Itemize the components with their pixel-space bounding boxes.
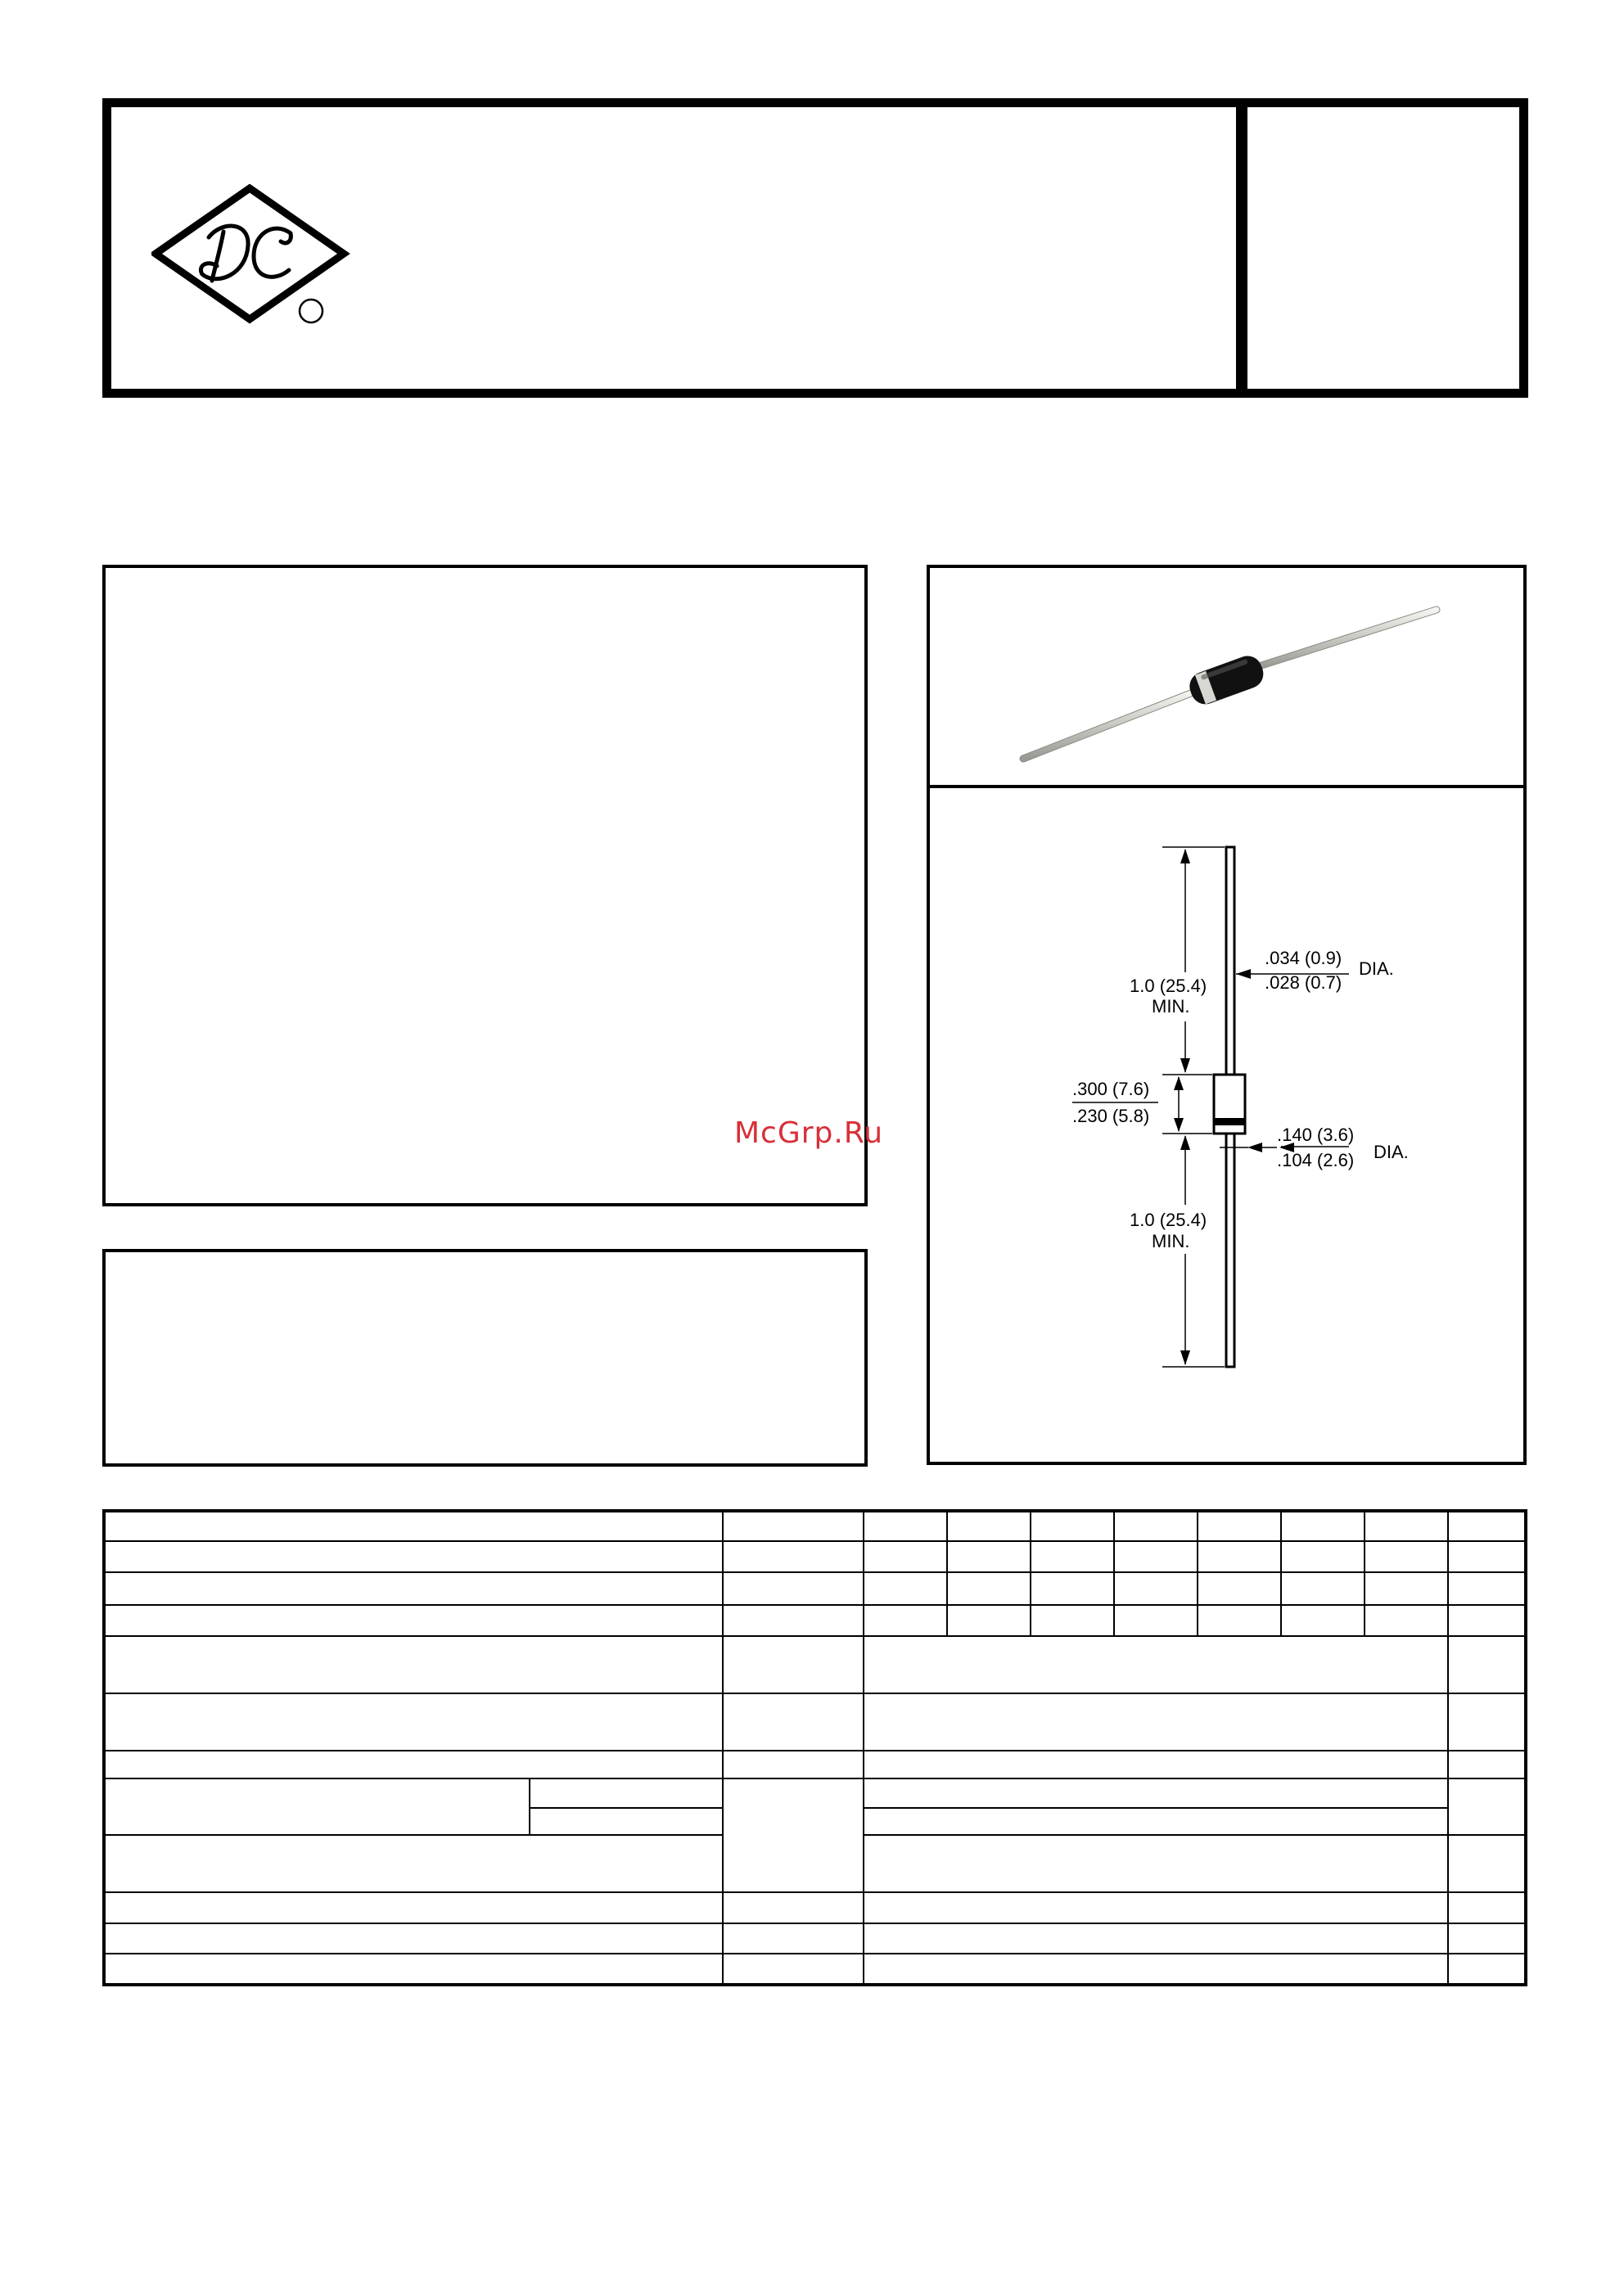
- top-lead-length-label: 1.0 (25.4): [1130, 976, 1207, 996]
- package-divider: [927, 785, 1527, 788]
- table-row: [104, 1751, 1526, 1778]
- body-dia-suffix: DIA.: [1374, 1142, 1409, 1162]
- table-row: [104, 1923, 1526, 1954]
- header-divider: [1236, 98, 1247, 398]
- bottom-lead-length-label: 1.0 (25.4): [1130, 1210, 1207, 1230]
- features-box: [102, 565, 868, 1206]
- body-length-min-label: .230 (5.8): [1072, 1106, 1150, 1126]
- mechanical-data-box: [102, 1249, 868, 1467]
- body-dia-min-label: .104 (2.6): [1277, 1150, 1355, 1170]
- dc-diamond-logo-icon: [151, 184, 352, 336]
- registered-mark-icon: [300, 300, 323, 322]
- table-row: [104, 1636, 1526, 1693]
- ratings-table: [102, 1509, 1527, 1986]
- watermark-text: McGrp.Ru: [734, 1116, 884, 1150]
- logo-lettering: [201, 226, 291, 281]
- table-row: [104, 1892, 1526, 1923]
- axial-lead-diode-photo-icon: [966, 585, 1457, 782]
- body-dia-max-label: .140 (3.6): [1277, 1125, 1355, 1145]
- lead-dia-min-label: .028 (0.7): [1265, 972, 1342, 993]
- lead-dia-suffix: DIA.: [1359, 958, 1394, 979]
- table-row: [104, 1572, 1526, 1605]
- table-row: [104, 1605, 1526, 1636]
- lead-dia-max-label: .034 (0.9): [1265, 948, 1342, 968]
- table-row: [104, 1541, 1526, 1572]
- table-row: [104, 1693, 1526, 1751]
- body-length-max-label: .300 (7.6): [1072, 1079, 1150, 1099]
- table-row: [104, 1511, 1526, 1541]
- top-lead-length-min: MIN.: [1152, 996, 1190, 1017]
- table-row: [104, 1954, 1526, 1985]
- table-row: [104, 1778, 1526, 1808]
- package-dimension-drawing: [1048, 827, 1441, 1400]
- bottom-lead-length-min: MIN.: [1152, 1231, 1190, 1251]
